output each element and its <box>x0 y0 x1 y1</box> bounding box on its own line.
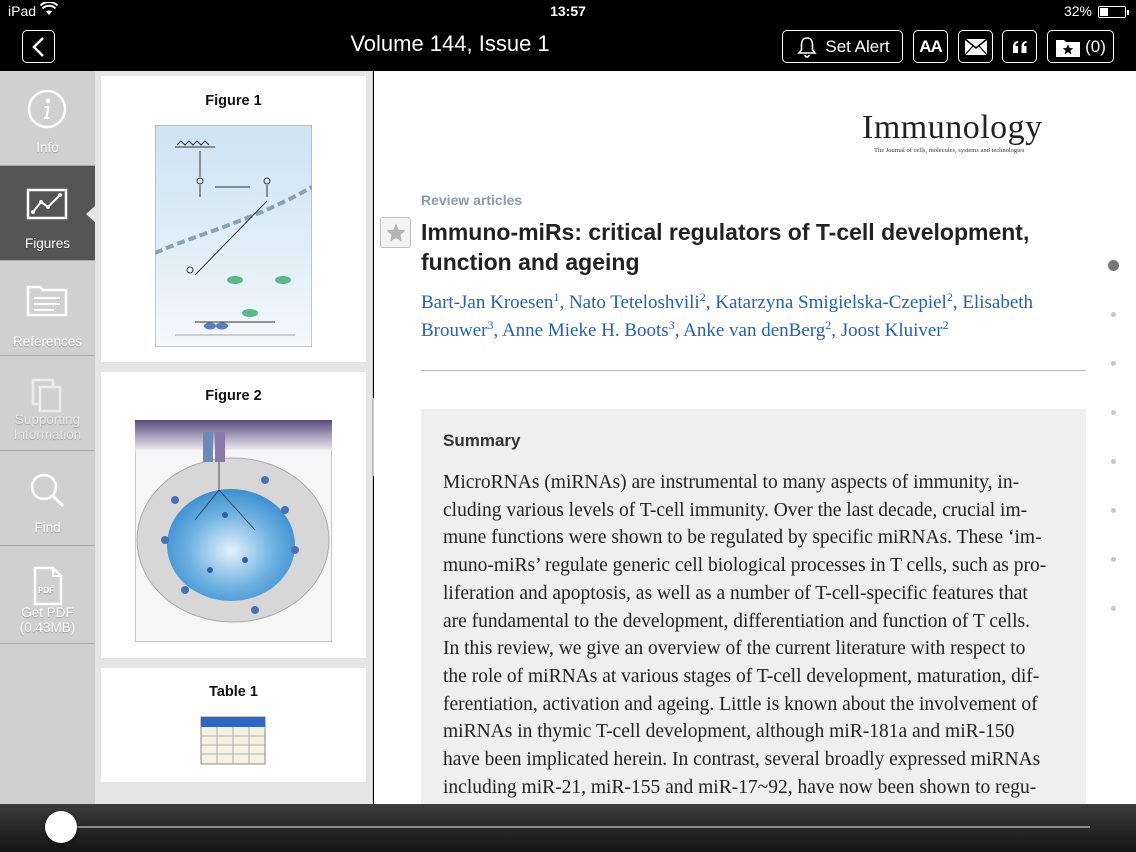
sidebar-item-find[interactable] <box>0 451 95 546</box>
envelope-icon <box>964 38 988 56</box>
thumbnail-title: Table 1 <box>209 684 258 700</box>
author-affiliation: 2 <box>942 318 949 332</box>
article-title: Immuno-miRs: critical regulators of T-cell development, function and ageing <box>421 219 1030 275</box>
page-scrubber-bar <box>0 804 1136 852</box>
summary-line: mune functions were shown to be regulated by specific miRNAs. These ‘im- <box>443 527 1042 549</box>
summary-line: ferentiation, activation and ageing. Little is known about the involvement of <box>443 693 1038 715</box>
journal-tagline: The Journal of cells, molecules, systems and technologies <box>874 147 1025 154</box>
sidebar-item-label: References <box>12 334 83 349</box>
page-dot[interactable] <box>1111 606 1116 611</box>
summary-line: including miR-21, miR-155 and miR-17~92, have now been shown to regu- <box>443 776 1037 798</box>
author-name[interactable]: Anke van denBerg <box>683 320 826 341</box>
summary-line: MicroRNAs (miRNAs) are instrumental to many aspects of immunity, in- <box>443 472 1020 493</box>
bell-icon <box>795 35 819 59</box>
figure-2-image <box>135 420 332 642</box>
summary-line: have been implicated herein. In contrast, several broadly expressed miRNAs <box>443 749 1041 771</box>
saved-count: (0) <box>1085 36 1106 56</box>
sidebar-item-figures[interactable] <box>0 166 95 261</box>
figure-1-image <box>155 125 312 347</box>
summary-line: the role of miRNAs at various stages of T-cell development, maturation, dif- <box>443 665 1040 687</box>
author-name[interactable]: Bart-Jan Kroesen <box>421 292 554 313</box>
summary-line: liferation and apoptosis, as well as a number of T-cell-specific features that <box>443 582 1028 604</box>
author-affiliation: 3 <box>668 318 675 332</box>
author-affiliation: 1 <box>553 290 560 304</box>
sidebar-item-get-pdf[interactable] <box>0 546 95 644</box>
chart-icon <box>24 184 70 230</box>
figure-1-thumbnail[interactable] <box>101 76 366 362</box>
star-icon <box>385 222 407 244</box>
text-size-button[interactable] <box>913 30 948 63</box>
author-name[interactable]: Joost Kluiver <box>840 320 943 341</box>
set-alert-button[interactable] <box>782 30 903 63</box>
sidebar-item-info[interactable] <box>0 71 95 166</box>
author-affiliation: 2 <box>946 290 953 304</box>
author-name[interactable]: Nato Teteloshvili <box>568 292 700 313</box>
author-affiliation: 2 <box>699 290 706 304</box>
page-dot[interactable] <box>1111 557 1116 562</box>
sidebar <box>0 71 95 804</box>
author-name[interactable]: Elisabeth Brouwer <box>421 292 1034 341</box>
section-label: Review articles <box>421 192 523 208</box>
quote-icon <box>1011 39 1029 55</box>
scrubber-track[interactable] <box>60 826 1090 828</box>
sidebar-item-label: Supporting Information <box>13 412 82 442</box>
author-list: Bart-Jan Kroesen$^1$, Nato Teteloshvili$^2$, Katarzyna Smigielska-Czepiel$^2$, Elisabeth Brouwer$^3$, Anne Mieke H. Boots$^3$, Anke van denBerg$^2$, Joost Kluiver$^2$ <box>421 290 1034 341</box>
table-icon <box>200 716 266 766</box>
page-dot[interactable] <box>1111 361 1116 366</box>
set-alert-label: Set Alert <box>825 36 890 56</box>
issue-title: Volume 144, Issue 1 <box>350 31 550 56</box>
status-bar <box>0 0 1136 24</box>
figures-panel <box>95 71 373 804</box>
page-indicator[interactable] <box>1108 260 1120 620</box>
summary-line: are fundamental to the development, differentiation and function of T cells. <box>443 610 1030 632</box>
summary-text <box>443 469 1063 801</box>
info-icon <box>24 89 70 135</box>
clock: 13:57 <box>550 3 586 19</box>
summary-line: In this review, we give an overview of the current literature with respect to <box>443 638 1026 660</box>
saved-articles-button[interactable] <box>1047 30 1114 63</box>
journal-logo: Immunology <box>862 109 1043 146</box>
references-icon <box>24 279 70 325</box>
sidebar-item-label: Find <box>34 520 61 535</box>
thumbnail-title: Figure 2 <box>205 388 262 404</box>
page-dot[interactable] <box>1111 410 1116 415</box>
divider <box>421 370 1086 371</box>
thumbnail-title: Figure 1 <box>205 93 262 109</box>
summary-box <box>421 409 1086 804</box>
summary-line: muno-miRs’ regulate generic cell biological processes in T cells, such as pro- <box>443 555 1047 577</box>
page-dot[interactable] <box>1111 312 1116 317</box>
device-label: iPad <box>8 3 37 19</box>
battery-percent: 32% <box>1063 3 1092 19</box>
magnifier-icon <box>24 469 70 515</box>
sidebar-item-label: Info <box>36 140 59 155</box>
sidebar-item-label: Get PDF (0.43MB) <box>19 605 76 635</box>
sidebar-item-label: Figures <box>24 236 70 251</box>
page-dot[interactable] <box>1111 508 1116 513</box>
folder-star-icon <box>1055 36 1081 58</box>
figure-2-thumbnail[interactable] <box>101 372 366 658</box>
text-size-icon: AA <box>919 36 942 56</box>
scrubber-knob[interactable] <box>45 811 77 843</box>
summary-line: cluding various levels of T-cell immunity. Over the last decade, crucial im- <box>443 499 1028 521</box>
author-affiliation: 3 <box>487 318 494 332</box>
article-view <box>374 71 1136 804</box>
author-name[interactable]: Anne Mieke H. Boots <box>501 320 669 341</box>
summary-line: miRNAs in thymic T-cell development, although miR-181a and miR-150 <box>443 721 1015 743</box>
favorite-button[interactable] <box>380 217 411 248</box>
sidebar-item-supporting-information[interactable] <box>0 356 95 451</box>
author-name[interactable]: Katarzyna Smigielska-Czepiel <box>715 292 947 313</box>
page-dot[interactable] <box>1108 260 1119 271</box>
sidebar-item-references[interactable] <box>0 261 95 356</box>
svg-text:PDF: PDF <box>38 586 54 595</box>
table-1-thumbnail[interactable] <box>101 668 366 782</box>
nav-bar <box>0 24 1136 71</box>
author-affiliation: 2 <box>825 318 832 332</box>
cite-button[interactable] <box>1002 30 1037 63</box>
summary-heading: Summary <box>443 431 521 450</box>
page-dot[interactable] <box>1111 459 1116 464</box>
pdf-icon <box>24 564 70 610</box>
email-button[interactable] <box>958 30 993 63</box>
battery-icon <box>1098 6 1126 18</box>
